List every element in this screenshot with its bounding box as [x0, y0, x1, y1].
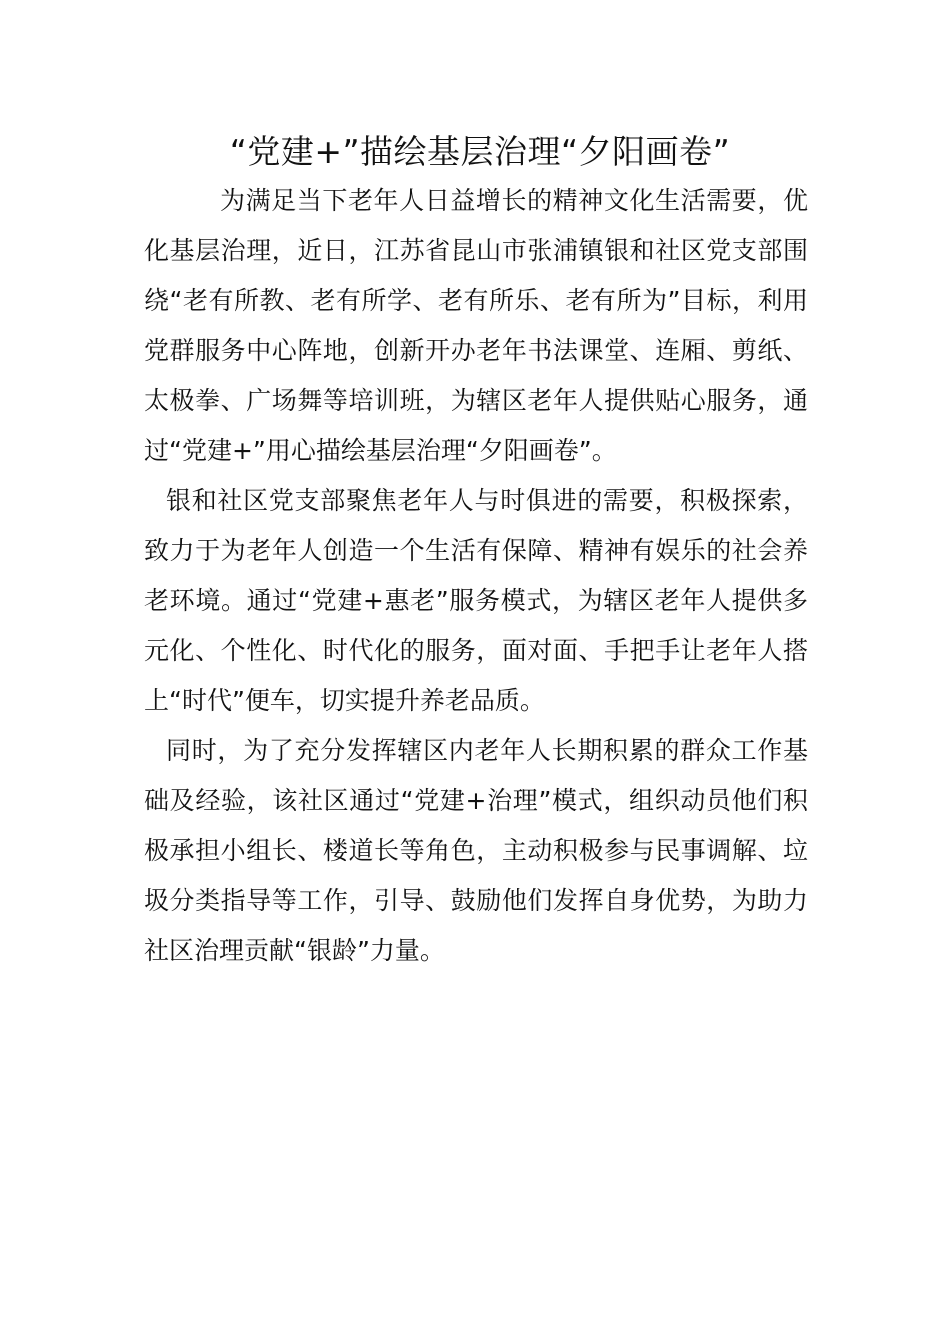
paragraph-1: 为满足当下老年人日益增长的精神文化生活需要，优化基层治理，近日，江苏省昆山市张浦镇银和社区党支部围绕“老有所教、老有所学、老有所乐、老有所为”目标，利用党群服务中心阵地，创新开办老年书法课堂、连厢、剪纸、太极拳、广场舞等培训班，为辖区老年人提供贴心服务，通过“党建+”用心描绘基层治理“夕阳画卷”。: [144, 186, 808, 465]
document-title: “党建+”描绘基层治理“夕阳画卷”: [229, 132, 731, 171]
paragraph-2: 银和社区党支部聚焦老年人与时俱进的需要，积极探索，致力于为老年人创造一个生活有保障、精神有娱乐的社会养老环境。通过“党建+惠老”服务模式，为辖区老年人提供多元化、个性化、时代化的服务，面对面、手把手让老年人搭上“时代”便车，切实提升养老品质。: [144, 486, 808, 715]
document-body: [144, 176, 808, 976]
paragraph-3: 同时，为了充分发挥辖区内老年人长期积累的群众工作基础及经验，该社区通过“党建+治理”模式，组织动员他们积极承担小组长、楼道长等角色，主动积极参与民事调解、垃圾分类指导等工作，引导、鼓励他们发挥自身优势，为助力社区治理贡献“银龄”力量。: [144, 736, 808, 965]
